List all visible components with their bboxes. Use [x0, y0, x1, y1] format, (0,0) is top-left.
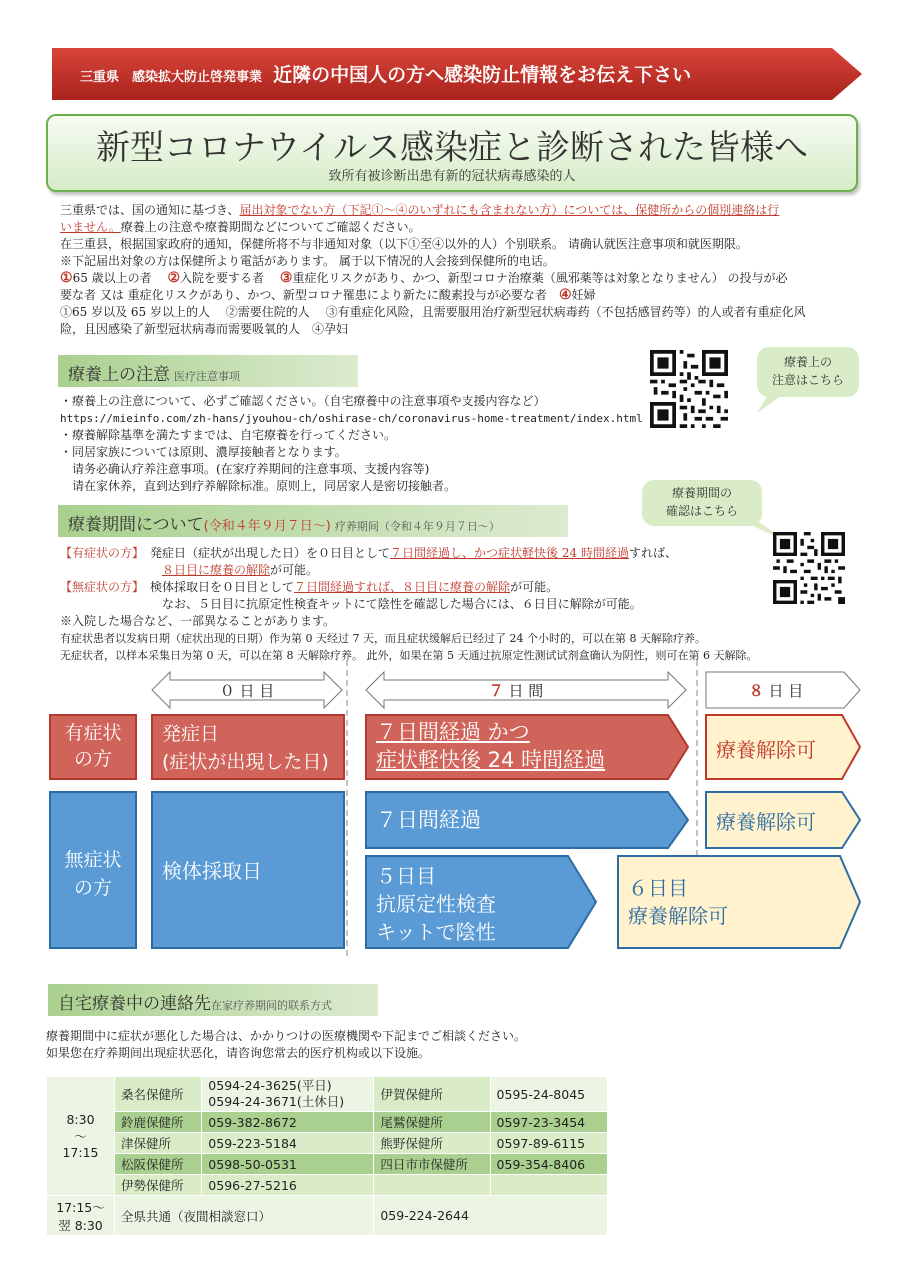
banner-big: 近隣の中国人の方へ感染防止情報をお伝え下さい	[273, 64, 692, 86]
bubble-period: 療養期間の 確認はこちら	[665, 486, 738, 518]
table-row	[47, 1175, 608, 1196]
office-phone[interactable]	[490, 1175, 607, 1196]
intro-l4: ※下記届出対象の方は保健所より電話があります。 属于以下情况的人会接到保健所的电话。	[60, 254, 555, 268]
sec2-head: 療養期間について	[68, 515, 204, 535]
asym-sample-text: 検体採取日	[162, 859, 262, 883]
day8-num: ８	[748, 682, 764, 700]
section-care-notes-heading	[58, 355, 358, 387]
circle-4: ④	[558, 287, 572, 303]
day0-label: ０ 日 目	[219, 682, 275, 700]
night-desk-name: 全県共通（夜間相談窓口）	[115, 1196, 374, 1236]
circle-2: ②	[167, 270, 181, 286]
care-line: 请务必确认疗养注意事项。(在家疗养期间的注意事项、支援内容等)	[60, 462, 430, 476]
period-text	[60, 545, 757, 664]
asym-c: が可能。	[510, 580, 559, 594]
office-phone[interactable]: 059-223-5184	[202, 1133, 374, 1154]
office-phone[interactable]: 0596-27-5216	[202, 1175, 374, 1196]
table-row	[47, 1196, 608, 1236]
page-subtitle: 致所有被诊断出患有新的冠状病毒感染的人	[328, 169, 576, 184]
sym-e: が可能。	[270, 563, 319, 577]
office-phone[interactable]: 0594-24-3625(平日) 0594-24-3671(土休日)	[202, 1077, 374, 1112]
office-phone[interactable]: 059-382-8672	[202, 1112, 374, 1133]
sym-a: 発症日（症状が出現した日）を０日目として	[150, 546, 391, 560]
sym-release-text: 療養解除可	[716, 738, 816, 762]
bubble-care-notes: 療養上の 注意はこちら	[771, 355, 844, 387]
intro-l1b: 届出対象でない方（下記①～④のいずれにも含まれない方）については、保健所からの個別連絡は行	[239, 203, 780, 217]
office-phone[interactable]: 0595-24-8045	[490, 1077, 607, 1112]
asym-b: ７日間経過すれば、８日目に療養の解除	[294, 580, 511, 594]
night-desk-phone[interactable]: 059-224-2644	[374, 1196, 608, 1236]
circle-3: ③	[279, 270, 293, 286]
asym-7day-text: ７日間経過	[376, 808, 481, 832]
sec2-head-red: (令和４年９月７日～)	[203, 519, 331, 534]
qr-code-care-notes[interactable]	[650, 350, 728, 428]
intro-text	[60, 202, 806, 338]
day7-rest: 日 間	[503, 682, 544, 700]
office-name: 松阪保健所	[115, 1154, 202, 1175]
sym-label: 【有症状の方】	[60, 546, 139, 560]
care-url-link[interactable]: https://mieinfo.com/zh-hans/jyouhou-ch/oshirase-ch/coronavirus-home-treatment/index.html	[60, 412, 643, 425]
care-line: ・療養解除基準を満たすまでは、自宅療養を行ってください。	[60, 428, 397, 442]
sym-c: すれば、	[628, 546, 677, 560]
contacts-table	[46, 1076, 608, 1236]
banner-text	[80, 60, 840, 88]
day7-label	[366, 680, 666, 701]
office-name: 四日市市保健所	[374, 1154, 490, 1175]
banner-small: 三重県 感染拡大防止啓発事業	[80, 70, 263, 85]
care-line: 请在家休养，直到达到疗养解除标准。原则上，同居家人是密切接触者。	[60, 479, 457, 493]
intro-t4: 妊婦	[571, 288, 596, 302]
office-name: 尾鷲保健所	[374, 1112, 490, 1133]
sec1-head-small: 医疗注意事项	[174, 370, 240, 383]
intro-l1a: 三重県では、国の通知に基づき、	[60, 203, 240, 217]
sym-d: ８日目に療養の解除	[162, 563, 271, 577]
sym-7b: 症状軽快後 24 時間経過	[376, 748, 606, 772]
intro-l7: ①65 岁以及 65 岁以上的人 ②需要住院的人 ③有重症化风险，且需要服用治疗新型冠状病毒药（不包括感冒药等）的人或者有重症化风	[60, 305, 806, 319]
office-phone[interactable]: 0598-50-0531	[202, 1154, 374, 1175]
contacts-l1: 療養期間中に症状が悪化した場合は、かかりつけの医療機関や下記までご相談ください。	[46, 1029, 527, 1043]
care-notes-list	[60, 393, 643, 495]
office-phone[interactable]: 0597-23-3454	[490, 1112, 607, 1133]
circle-1: ①	[60, 270, 73, 286]
office-name: 鈴鹿保健所	[115, 1112, 202, 1133]
care-line: ・療養上の注意について、必ずご確認ください。（自宅療養中の注意事項や支援内容など）	[60, 394, 546, 408]
time-night: 17:15～ 翌 8:30	[47, 1196, 115, 1236]
note-3: 无症状者，以样本采集日为第 0 天，可以在第 8 天解除疗养。 此外，如果在第 5 天通过抗原定性测试试剂盒确认为阴性，则可在第 6 天解除。	[60, 649, 758, 662]
sec2-head-small: 疗养期间（令和４年９月７日～）	[334, 520, 500, 533]
contacts-intro	[46, 1028, 526, 1062]
time-daytime: 8:30 ～ 17:15	[47, 1077, 115, 1196]
page-title: 新型コロナウイルス感染症と診断された皆様へ	[96, 128, 808, 168]
day8-rest: 日 目	[763, 682, 804, 700]
intro-l2a: いません。	[60, 220, 121, 234]
sym-label-text: 有症状 の方	[64, 722, 122, 770]
table-row	[47, 1154, 608, 1175]
intro-l6: 要な者 又は 重症化リスクがあり、かつ、新型コロナ罹患により新たに酸素投与が必要な者	[60, 288, 547, 302]
asym-label-text: 無症状 の方	[64, 849, 122, 899]
asym-label: 【無症状の方】	[60, 580, 139, 594]
intro-l2b: 療養上の注意や療養期間などについてご確認ください。	[120, 220, 421, 234]
office-name: 津保健所	[115, 1133, 202, 1154]
office-name: 伊勢保健所	[115, 1175, 202, 1196]
asym-a: 検体採取日を０日目として	[150, 580, 295, 594]
office-name: 桑名保健所	[115, 1077, 202, 1112]
office-name	[374, 1175, 490, 1196]
care-line: ・同居家族については原則、濃厚接触者となります。	[60, 445, 347, 459]
day7-num: ７	[488, 682, 504, 700]
office-name: 伊賀保健所	[374, 1077, 490, 1112]
table-row	[47, 1133, 608, 1154]
asym-d: なお、５日目に抗原定性検査キットにて陰性を確認した場合には、６日目に解除が可能。	[162, 597, 642, 611]
asym-6day-text: ６日目 療養解除可	[628, 876, 728, 928]
note-2: 有症状患者以发病日期（症状出现的日期）作为第 0 天经过 7 天，而且症状缓解后已经过了 24 个小时的，可以在第 8 天解除疗养。	[60, 632, 706, 645]
day8-label	[706, 680, 846, 701]
section-period-heading	[58, 505, 568, 537]
table-row	[47, 1112, 608, 1133]
asym-5day-text: ５日目 抗原定性検査 キットで陰性	[376, 864, 496, 944]
contacts-l2: 如果您在疗养期间出现症状恶化，请咨询您常去的医疗机构或以下设施。	[46, 1046, 431, 1060]
office-name: 熊野保健所	[374, 1133, 490, 1154]
intro-l8: 险，且因感染了新型冠状病毒而需要吸氧的人 ④孕妇	[60, 322, 349, 336]
office-phone[interactable]: 0597-89-6115	[490, 1133, 607, 1154]
sym-7day-text	[376, 718, 676, 774]
sec1-head: 療養上の注意	[68, 365, 170, 385]
sec3-head-small: 在家疗养期间的联系方式	[211, 999, 332, 1012]
sym-b: ７日間経過し、かつ症状軽快後 24 時間経過	[390, 546, 629, 560]
intro-l3: 在三重县，根据国家政府的通知，保健所将不与非通知对象（以下①至④以外的人）个别联系。 请确认就医注意事项和就医期限。	[60, 237, 748, 251]
office-phone[interactable]: 059-354-8406	[490, 1154, 607, 1175]
note-1: ※入院した場合など、一部異なることがあります。	[60, 614, 336, 628]
sec3-head: 自宅療養中の連絡先	[58, 994, 211, 1014]
sym-7a: ７日間経過 かつ	[376, 720, 530, 744]
asym-release-text: 療養解除可	[716, 810, 816, 834]
intro-t3: 重症化リスクがあり、かつ、新型コロナ治療薬（風邪薬等は対象となりません） の投与が必	[292, 271, 788, 285]
qr-code-period[interactable]	[773, 532, 845, 604]
sym-onset-text: 発症日 (症状が出現した日)	[162, 723, 329, 773]
intro-t1: 65 歳以上の者	[72, 271, 152, 285]
table-row	[47, 1077, 608, 1112]
section-contacts-heading	[48, 984, 378, 1016]
intro-t2: 入院を要する者	[180, 271, 265, 285]
